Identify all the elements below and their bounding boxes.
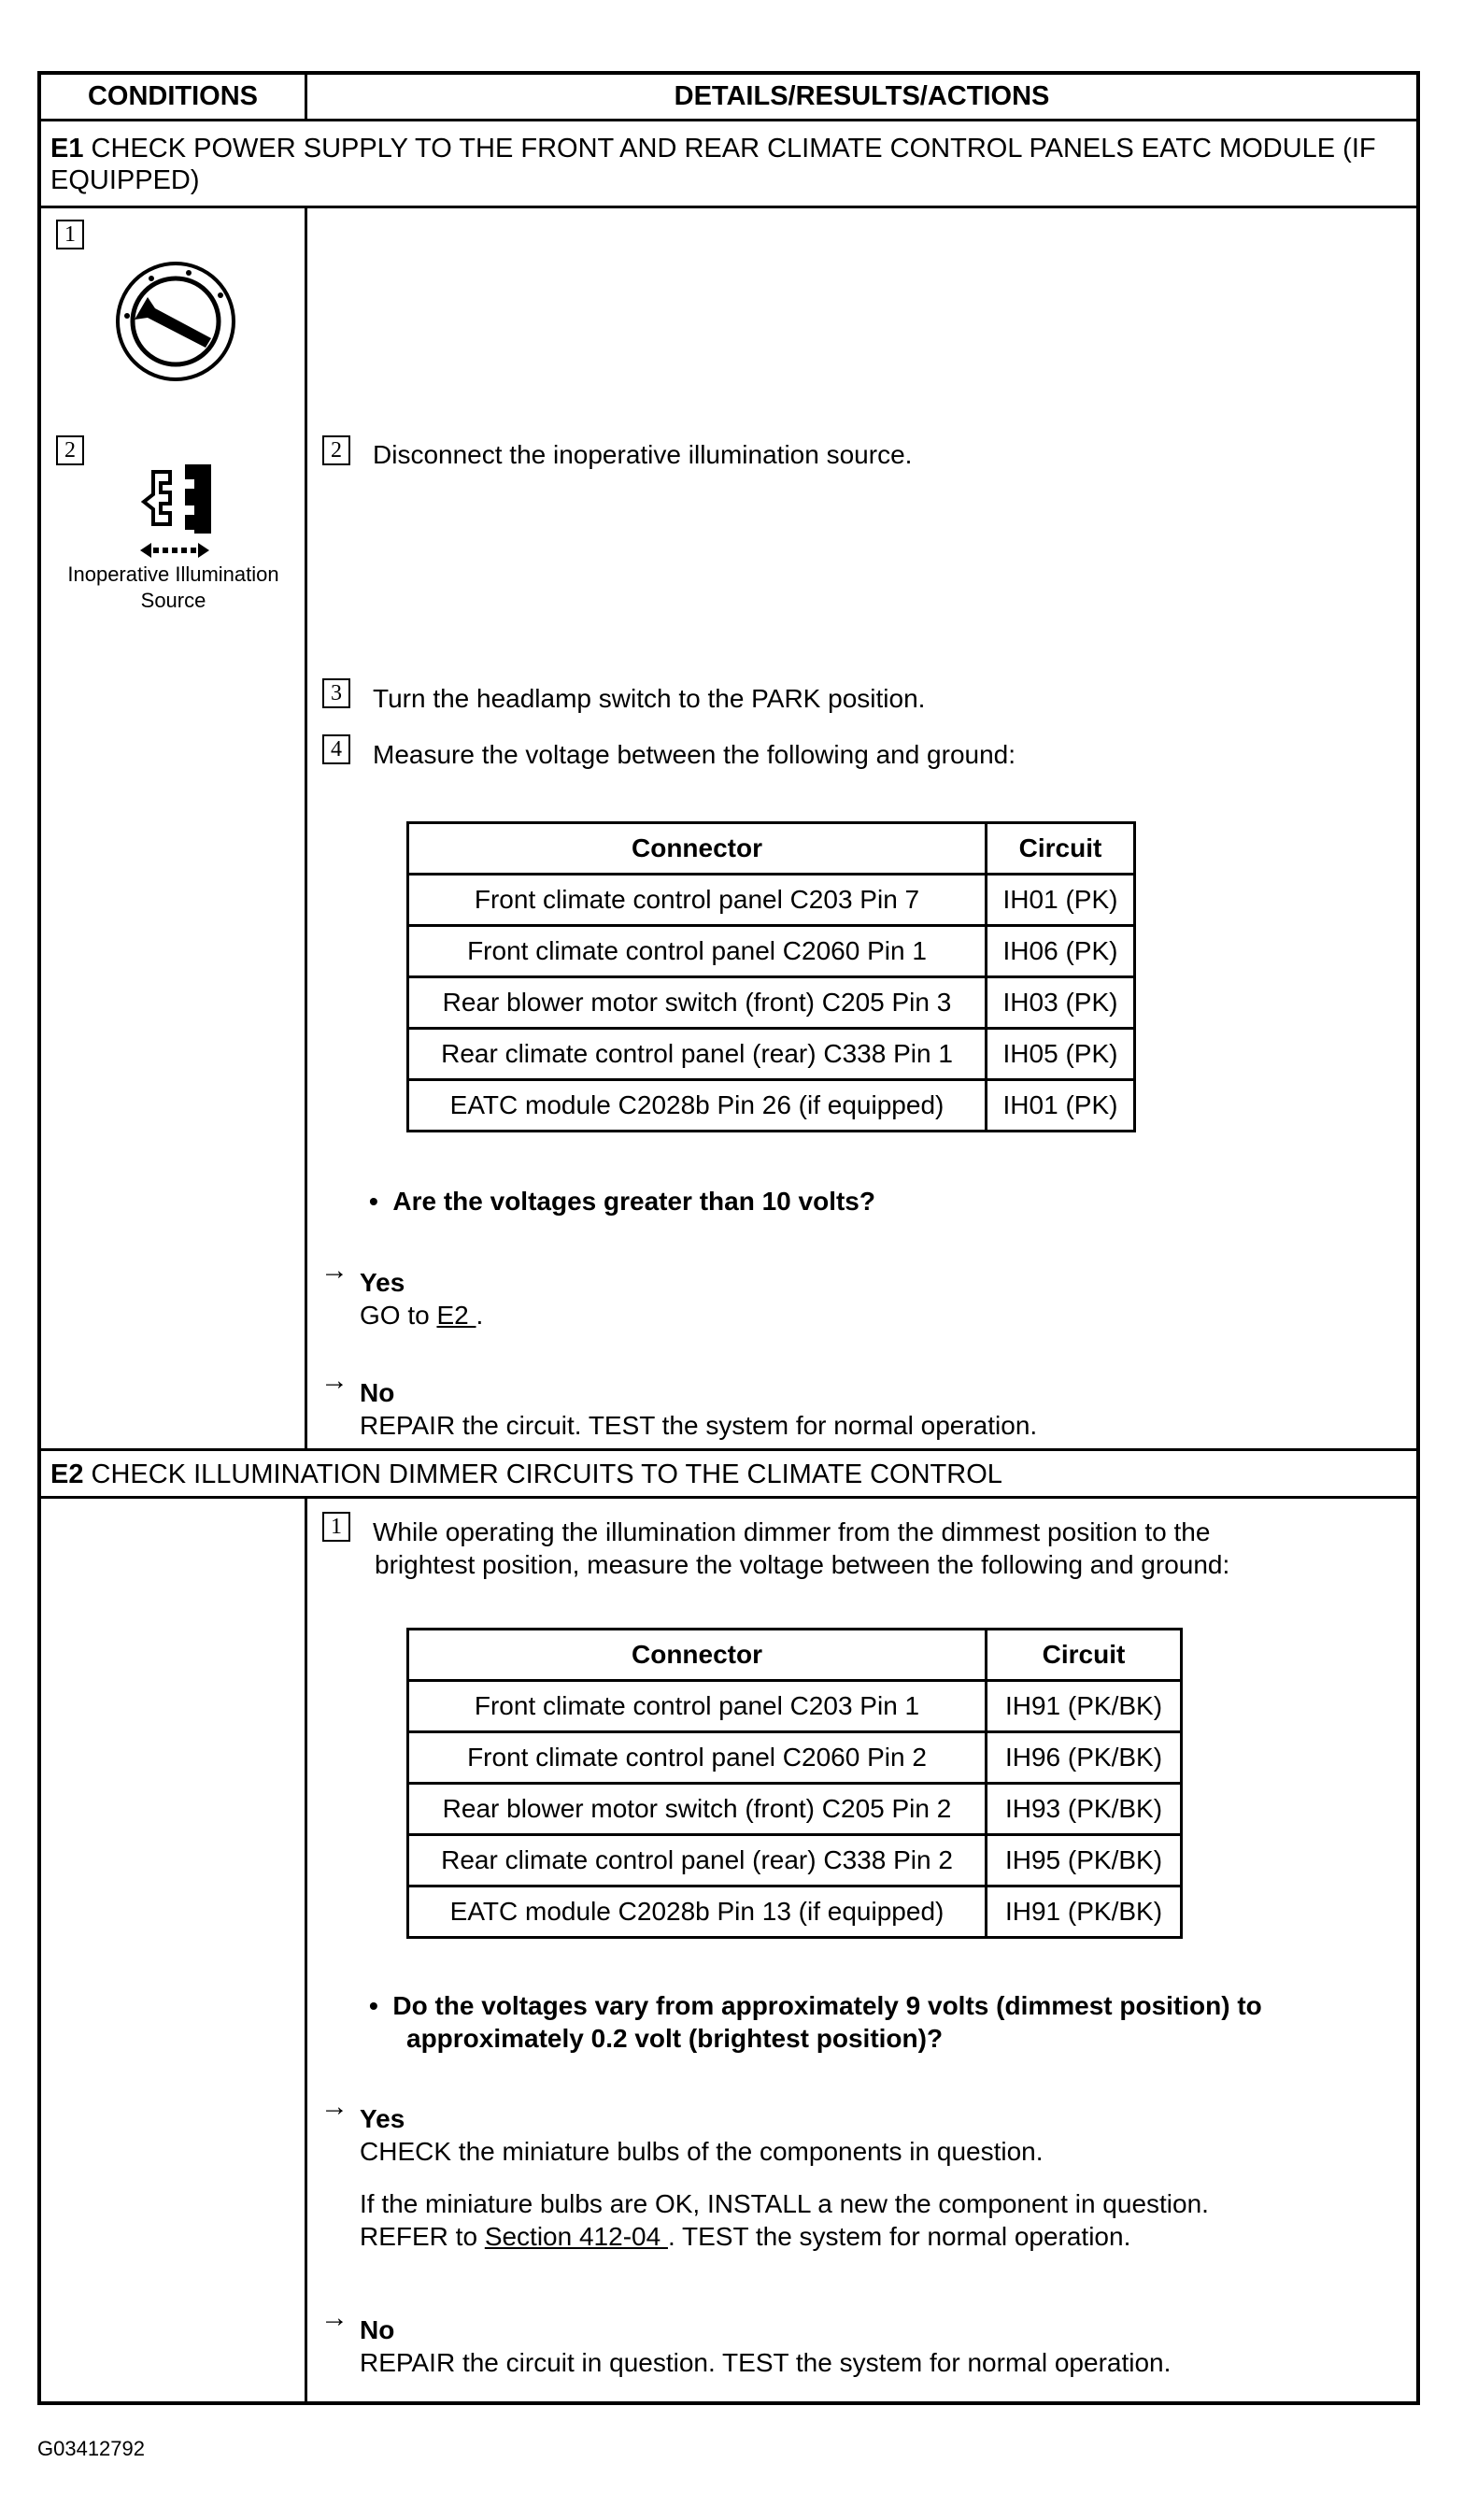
e1-question	[369, 1185, 875, 1217]
e1-conditions-cell	[41, 208, 307, 1448]
connector-cell: Front climate control panel C203 Pin 1	[408, 1681, 987, 1732]
circuit-column-header: Circuit	[987, 823, 1135, 875]
e2-title-text: CHECK ILLUMINATION DIMMER CIRCUITS TO THE CLIMATE CONTROL	[83, 1459, 1002, 1489]
e2-body-row	[41, 1499, 1416, 2401]
circuit-cell: IH91 (PK/BK)	[987, 1886, 1182, 1938]
table-row	[408, 1784, 1182, 1835]
circuit-cell: IH93 (PK/BK)	[987, 1784, 1182, 1835]
e2-link[interactable]: E2	[436, 1301, 476, 1330]
e1-yes-prefix: GO to	[360, 1301, 437, 1330]
table-row	[408, 1080, 1135, 1132]
table-row	[408, 1681, 1182, 1732]
e2-yes-text-3	[360, 2220, 1130, 2253]
e2-yes-prefix: REFER to	[360, 2222, 485, 2251]
circuit-cell: IH01 (PK)	[987, 875, 1135, 926]
e2-step-1-line-1: While operating the illumination dimmer from the dimmest position to the	[373, 1517, 1211, 1546]
e2-no-label: No	[360, 2315, 395, 2344]
e2-yes-text-2: If the miniature bulbs are OK, INSTALL a new the component in question.	[360, 2189, 1209, 2218]
e1-body-row	[41, 208, 1416, 1451]
section-412-04-link[interactable]: Section 412-04	[484, 2222, 668, 2251]
e2-question-line-1: Do the voltages vary from approximately 9 volts (dimmest position) to	[392, 1991, 1262, 2020]
ignition-switch-icon	[114, 260, 237, 383]
connector-column-header: Connector	[408, 1630, 987, 1681]
inoperative-illumination-caption: Inoperative Illumination Source	[67, 562, 279, 612]
e2-conditions-cell	[41, 1499, 307, 2401]
e1-code: E1	[50, 134, 84, 164]
procedure-table	[37, 71, 1420, 2405]
e2-step-1-line-2: brightest position, measure the voltage between the following and ground:	[375, 1550, 1230, 1579]
e1-connector-table	[406, 821, 1136, 1132]
e2-title	[41, 1451, 1012, 1496]
table-row	[408, 875, 1135, 926]
e1-step-3-number: 3	[322, 678, 350, 708]
e1-step-3-text: Turn the headlamp switch to the PARK position.	[373, 684, 926, 713]
connector-cell: Rear climate control panel (rear) C338 Pin 1	[408, 1029, 987, 1080]
e1-title-row	[41, 121, 1416, 208]
circuit-cell: IH01 (PK)	[987, 1080, 1135, 1132]
table-row	[408, 1732, 1182, 1784]
connector-cell: Front climate control panel C203 Pin 7	[408, 875, 987, 926]
e1-question-text: Are the voltages greater than 10 volts?	[392, 1187, 875, 1216]
connector-cell: Front climate control panel C2060 Pin 2	[408, 1732, 987, 1784]
table-row	[408, 977, 1135, 1029]
e1-details-cell	[307, 208, 1416, 1448]
table-header-row	[41, 75, 1416, 121]
e2-no-text: REPAIR the circuit in question. TEST the system for normal operation.	[360, 2348, 1172, 2377]
circuit-cell: IH06 (PK)	[987, 926, 1135, 977]
e2-question	[369, 1989, 1262, 2022]
circuit-cell: IH96 (PK/BK)	[987, 1732, 1182, 1784]
circuit-column-header: Circuit	[987, 1630, 1182, 1681]
table-row	[408, 926, 1135, 977]
figure-code: G03412792	[37, 2437, 145, 2460]
e2-question-line-2: approximately 0.2 volt (brightest position)?	[406, 2024, 944, 2053]
e1-step-2-text: Disconnect the inoperative illumination source.	[373, 440, 913, 469]
e2-connector-table	[406, 1628, 1183, 1939]
table-row	[408, 1029, 1135, 1080]
e2-yes-suffix: . TEST the system for normal operation.	[667, 2222, 1131, 2251]
e1-no-text: REPAIR the circuit. TEST the system for normal operation.	[360, 1411, 1038, 1440]
e1-no-label: No	[360, 1378, 395, 1407]
e1-yes-text	[360, 1299, 483, 1331]
e1-cond-step-2: 2	[56, 435, 84, 465]
e1-yes-label: Yes	[360, 1268, 405, 1297]
table-row	[408, 1886, 1182, 1938]
e1-title	[41, 121, 1416, 206]
circuit-cell: IH05 (PK)	[987, 1029, 1135, 1080]
circuit-cell: IH91 (PK/BK)	[987, 1681, 1182, 1732]
e2-details-cell	[307, 1499, 1416, 2401]
right-arrow-icon: →	[320, 1255, 348, 1286]
conditions-header: CONDITIONS	[41, 75, 307, 119]
e2-step-1-number: 1	[322, 1512, 350, 1542]
disconnect-connector-icon	[116, 453, 237, 565]
connector-column-header: Connector	[408, 823, 987, 875]
e1-cond-step-1: 1	[56, 220, 84, 249]
connector-cell: Rear climate control panel (rear) C338 Pin 2	[408, 1835, 987, 1886]
table-row	[408, 823, 1135, 875]
connector-cell: Rear blower motor switch (front) C205 Pin 3	[408, 977, 987, 1029]
connector-cell: EATC module C2028b Pin 13 (if equipped)	[408, 1886, 987, 1938]
e1-step-4-number: 4	[322, 734, 350, 764]
right-arrow-icon: →	[320, 2302, 348, 2333]
connector-cell: Front climate control panel C2060 Pin 1	[408, 926, 987, 977]
bullet: •	[369, 1991, 393, 2020]
table-row	[408, 1630, 1182, 1681]
e1-title-text: CHECK POWER SUPPLY TO THE FRONT AND REAR CLIMATE CONTROL PANELS EATC MODULE (IF EQUIPPED)	[50, 134, 1376, 195]
e2-yes-text-1: CHECK the miniature bulbs of the components in question.	[360, 2137, 1044, 2166]
circuit-cell: IH03 (PK)	[987, 977, 1135, 1029]
right-arrow-icon: →	[320, 2091, 348, 2122]
table-row	[408, 1835, 1182, 1886]
details-header: DETAILS/RESULTS/ACTIONS	[674, 81, 1050, 111]
connector-cell: EATC module C2028b Pin 26 (if equipped)	[408, 1080, 987, 1132]
e1-step-4-text: Measure the voltage between the following and ground:	[373, 740, 1016, 769]
e1-yes-suffix: .	[476, 1301, 484, 1330]
e2-title-row	[41, 1451, 1416, 1499]
right-arrow-icon: →	[320, 1365, 348, 1396]
bullet: •	[369, 1187, 393, 1216]
connector-cell: Rear blower motor switch (front) C205 Pin 2	[408, 1784, 987, 1835]
e1-step-2-number: 2	[322, 435, 350, 465]
e2-yes-label: Yes	[360, 2104, 405, 2133]
circuit-cell: IH95 (PK/BK)	[987, 1835, 1182, 1886]
e2-code: E2	[50, 1459, 84, 1489]
